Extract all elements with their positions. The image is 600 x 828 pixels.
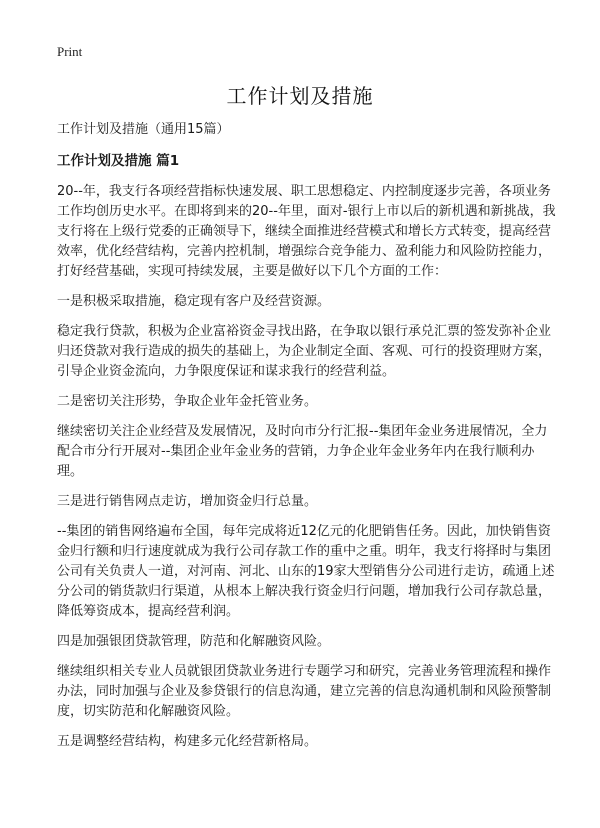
section-heading: 工作计划及措施 篇1 <box>57 153 180 169</box>
paragraph-point-3-heading: 三是进行销售网点走访，增加资金归行总量。 <box>57 494 318 509</box>
document-title: 工作计划及措施 <box>226 84 374 108</box>
paragraph-point-5-heading: 五是调整经营结构，构建多元化经营新格局。 <box>57 734 318 749</box>
paragraph-point-1-heading: 一是积极采取措施，稳定现有客户及经营资源。 <box>57 294 331 309</box>
document-subtitle: 工作计划及措施（通用15篇） <box>57 122 230 137</box>
paragraph-point-3-body: --集团的销售网络遍布全国，每年完成将近12亿元的化肥销售任务。因此，加快销售资金归行额和归行速度就成为我行公司存款工作的重中之重。明年，我支行将择时与集团公司有关负责人一道，对河南、河北、山东的19家大型销售分公司进行走访，疏通上述分公司的销货款归行渠道，从根本上解决我行资金归行问题，增加我行公司存款总量，降低筹资成本，提高经营利润。 <box>57 524 555 619</box>
paragraph-point-4-heading: 四是加强银团贷款管理，防范和化解融资风险。 <box>57 634 331 649</box>
print-link[interactable]: Print <box>57 44 83 59</box>
paragraph-point-2-body: 继续密切关注企业经营及发展情况，及时向市分行汇报--集团年金业务进展情况，全力配合市分行开展对--集团企业年金业务的营销，力争企业年金业务年内在我行顺利办理。 <box>57 424 548 479</box>
paragraph-point-4-body: 继续组织相关专业人员就银团贷款业务进行专题学习和研究，完善业务管理流程和操作办法，同时加强与企业及参贷银行的信息沟通，建立完善的信息沟通机制和风险预警制度，切实防范和化解融资风险。 <box>57 664 552 719</box>
paragraph-point-1-body: 稳定我行贷款，积极为企业富裕资金寻找出路，在争取以银行承兑汇票的签发弥补企业归还贷款对我行造成的损失的基础上，为企业制定全面、客观、可行的投资理财方案，引导企业资金流向，力争限度保证和谋求我行的经营利益。 <box>57 324 552 379</box>
paragraph-intro: 20--年，我支行各项经营指标快速发展、职工思想稳定、内控制度逐步完善，各项业务工作均创历史水平。在即将到来的20--年里，面对-银行上市以后的新机遇和新挑战，我支行将在上级行党委的正确领导下，继续全面推进经营模式和增长方式转变，提高经营效率，优化经营结构，完善内控机制，增强综合竞争能力、盈利能力和风险防控能力，打好经营基础，实现可持续发展，主要是做好以下几个方面的工作： <box>57 184 556 279</box>
document-body <box>57 120 556 762</box>
paragraph-point-2-heading: 二是密切关注形势，争取企业年金托管业务。 <box>57 394 318 409</box>
